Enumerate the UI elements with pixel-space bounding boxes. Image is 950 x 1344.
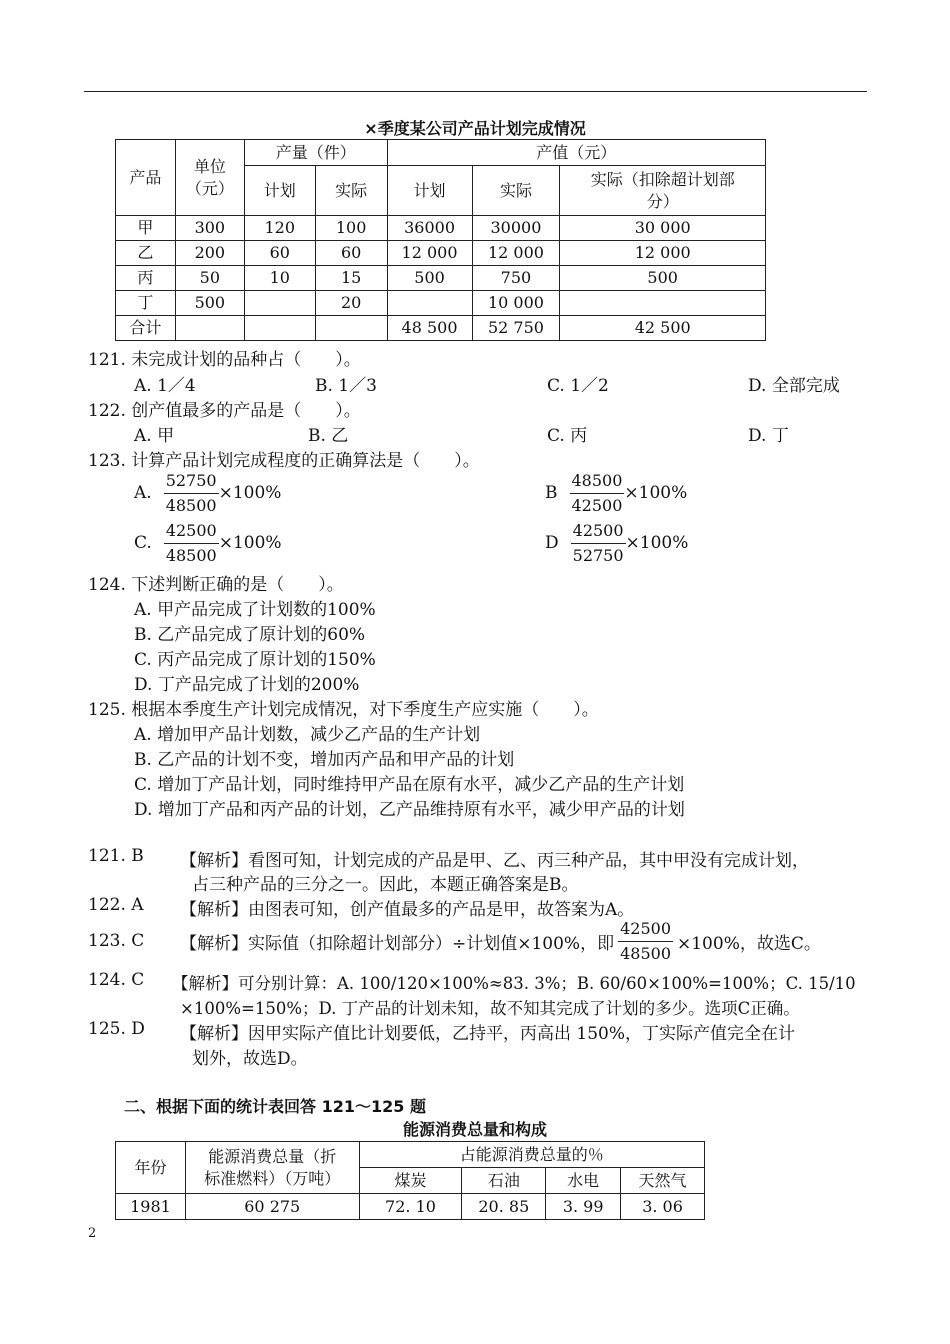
q124-option-d: D. 丁产品完成了计划的200% bbox=[134, 675, 360, 695]
energy-table bbox=[115, 1141, 705, 1220]
plan-table bbox=[115, 139, 766, 341]
q122-option-c: C. 丙 bbox=[547, 426, 588, 446]
table-cell: 72. 10 bbox=[359, 1194, 462, 1220]
a124-line1: 【解析】可分别计算：A. 100/120×100%≈83. 3%；B. 60/60×100%=100%；C. 15/10 bbox=[172, 974, 856, 993]
table-cell: 12 000 bbox=[472, 241, 560, 266]
table-cell: 20. 85 bbox=[462, 1194, 546, 1220]
header-value-actual-excl bbox=[560, 166, 766, 216]
table-cell: 200 bbox=[175, 241, 244, 266]
q124-stem: 124. 下述判断正确的是（ ）。 bbox=[88, 575, 344, 595]
table-cell: 1981 bbox=[116, 1194, 186, 1220]
header-excl-line2: 分） bbox=[646, 191, 679, 211]
q123-c-denominator: 48500 bbox=[165, 545, 217, 565]
section2-heading: 二、根据下面的统计表回答 121～125 题 bbox=[124, 1097, 426, 1116]
q123-d-times: ×100% bbox=[625, 533, 689, 553]
header-total-line1: 能源消费总量（折 bbox=[208, 1146, 337, 1166]
header-coal: 煤炭 bbox=[359, 1168, 462, 1194]
table-cell bbox=[560, 291, 766, 316]
table1-title: ×季度某公司产品计划完成情况 bbox=[364, 119, 586, 138]
table-cell: 合计 bbox=[116, 316, 176, 341]
q123-option-a bbox=[134, 469, 281, 517]
q124-option-a: A. 甲产品完成了计划数的100% bbox=[134, 600, 376, 620]
q123-d-label: D bbox=[545, 533, 559, 553]
table-cell: 60 bbox=[315, 241, 387, 266]
table-cell: 30 000 bbox=[560, 216, 766, 241]
table-cell: 20 bbox=[315, 291, 387, 316]
page-number: 2 bbox=[88, 1226, 97, 1241]
table-cell: 12 000 bbox=[387, 241, 472, 266]
header-total-consumption bbox=[185, 1142, 359, 1194]
q122-stem: 122. 创产值最多的产品是（ ）。 bbox=[88, 401, 361, 421]
q125-option-c: C. 增加丁产品计划，同时维持甲产品在原有水平，减少乙产品的生产计划 bbox=[134, 775, 685, 795]
q123-b-numerator: 48500 bbox=[570, 469, 625, 494]
table-cell: 36000 bbox=[387, 216, 472, 241]
q121-option-a: A. 1／4 bbox=[134, 376, 196, 396]
q123-c-times: ×100% bbox=[218, 533, 282, 553]
table-cell: 甲 bbox=[116, 216, 176, 241]
q123-b-fraction bbox=[570, 469, 625, 518]
header-share: 占能源消费总量的％ bbox=[359, 1142, 704, 1168]
table-cell: 48 500 bbox=[387, 316, 472, 341]
header-rule bbox=[84, 91, 867, 92]
q121-option-c: C. 1／2 bbox=[547, 376, 609, 396]
header-oil: 石油 bbox=[462, 1168, 546, 1194]
table-row bbox=[116, 1194, 705, 1220]
table-cell bbox=[315, 316, 387, 341]
q123-option-d bbox=[545, 519, 688, 567]
q123-c-numerator: 42500 bbox=[164, 519, 219, 544]
q125-option-d: D. 增加丁产品和丙产品的计划，乙产品维持原有水平，减少甲产品的计划 bbox=[134, 800, 685, 820]
table-cell: 52 750 bbox=[472, 316, 560, 341]
table-row bbox=[116, 291, 766, 316]
q121-option-d: D. 全部完成 bbox=[748, 376, 840, 396]
q122-option-a: A. 甲 bbox=[134, 426, 175, 446]
q123-a-denominator: 48500 bbox=[165, 495, 217, 515]
table-cell: 3. 06 bbox=[621, 1194, 705, 1220]
table-cell: 丁 bbox=[116, 291, 176, 316]
table-cell: 12 000 bbox=[560, 241, 766, 266]
table-cell bbox=[175, 316, 244, 341]
q123-c-fraction bbox=[164, 519, 219, 568]
table-cell bbox=[244, 291, 315, 316]
a123-text-after: ×100%，故选C。 bbox=[677, 933, 821, 954]
q123-stem: 123. 计算产品计划完成程度的正确算法是（ ）。 bbox=[88, 451, 480, 471]
a122-line1: 【解析】由图表可知，创产值最多的产品是甲，故答案为A。 bbox=[180, 900, 635, 920]
header-value-actual: 实际 bbox=[472, 166, 560, 216]
table-cell: 15 bbox=[315, 266, 387, 291]
q123-b-denominator: 42500 bbox=[571, 495, 623, 515]
table-cell: 10 bbox=[244, 266, 315, 291]
header-unit-price-line2: （元） bbox=[185, 178, 234, 198]
table-cell: 3. 99 bbox=[546, 1194, 621, 1220]
a123-text-before: 【解析】实际值（扣除超计划部分）÷计划值×100%，即 bbox=[180, 933, 615, 954]
table-cell: 30000 bbox=[472, 216, 560, 241]
table-cell: 500 bbox=[560, 266, 766, 291]
a124-number: 124. C bbox=[88, 970, 145, 990]
q123-a-times: ×100% bbox=[218, 483, 282, 503]
table-cell: 42 500 bbox=[560, 316, 766, 341]
a123-number: 123. C bbox=[88, 931, 145, 951]
table-cell: 500 bbox=[387, 266, 472, 291]
q123-option-c bbox=[134, 519, 282, 567]
q123-b-times: ×100% bbox=[624, 483, 688, 503]
a123-explanation bbox=[180, 917, 821, 965]
a125-line2: 划外，故选D。 bbox=[192, 1049, 308, 1069]
q123-d-denominator: 52750 bbox=[572, 545, 624, 565]
header-qty-plan: 计划 bbox=[244, 166, 315, 216]
table-cell: 60 bbox=[244, 241, 315, 266]
table-cell bbox=[387, 291, 472, 316]
header-qty-actual: 实际 bbox=[315, 166, 387, 216]
q123-a-label: A. bbox=[134, 483, 152, 503]
a123-fraction bbox=[618, 917, 673, 966]
table-cell: 丙 bbox=[116, 266, 176, 291]
table-cell: 10 000 bbox=[472, 291, 560, 316]
header-unit-price bbox=[175, 140, 244, 216]
q125-stem: 125. 根据本季度生产计划完成情况，对下季度生产应实施（ ）。 bbox=[88, 700, 599, 720]
q123-c-label: C. bbox=[134, 533, 152, 553]
table-cell: 300 bbox=[175, 216, 244, 241]
a123-numerator: 42500 bbox=[618, 917, 673, 942]
a121-line2: 占三种产品的三分之一。因此，本题正确答案是B。 bbox=[192, 875, 579, 895]
q124-option-b: B. 乙产品完成了原计划的60% bbox=[134, 625, 366, 645]
q124-option-c: C. 丙产品完成了原计划的150% bbox=[134, 650, 376, 670]
q123-option-b bbox=[545, 469, 687, 517]
table-row bbox=[116, 216, 766, 241]
header-excl-line1: 实际（扣除超计划部 bbox=[590, 169, 735, 189]
table-cell: 50 bbox=[175, 266, 244, 291]
header-quantity: 产量（件） bbox=[244, 140, 387, 166]
table-cell: 100 bbox=[315, 216, 387, 241]
table-cell: 500 bbox=[175, 291, 244, 316]
energy-table-title: 能源消费总量和构成 bbox=[402, 1120, 547, 1139]
a121-line1: 【解析】看图可知，计划完成的产品是甲、乙、丙三种产品，其中甲没有完成计划， bbox=[180, 851, 809, 871]
q123-a-fraction bbox=[164, 469, 219, 518]
q122-option-b: B. 乙 bbox=[308, 426, 349, 446]
q122-option-d: D. 丁 bbox=[748, 426, 789, 446]
table-cell: 乙 bbox=[116, 241, 176, 266]
table-row bbox=[116, 266, 766, 291]
q123-a-numerator: 52750 bbox=[164, 469, 219, 494]
header-unit-price-line1: 单位 bbox=[193, 156, 226, 176]
q123-d-fraction bbox=[571, 519, 626, 568]
a121-number: 121. B bbox=[88, 846, 144, 866]
table-cell: 120 bbox=[244, 216, 315, 241]
header-value-plan: 计划 bbox=[387, 166, 472, 216]
q121-option-b: B. 1／3 bbox=[315, 376, 377, 396]
table-cell: 60 275 bbox=[185, 1194, 359, 1220]
a125-number: 125. D bbox=[88, 1019, 145, 1039]
header-value: 产值（元） bbox=[387, 140, 765, 166]
a124-line2: ×100%=150%；D. 丁产品的计划未知，故不知其完成了计划的多少。选项C正确。 bbox=[180, 999, 800, 1018]
q125-option-a: A. 增加甲产品计划数，减少乙产品的生产计划 bbox=[134, 725, 481, 745]
header-year: 年份 bbox=[116, 1142, 186, 1194]
table-cell: 750 bbox=[472, 266, 560, 291]
table-cell bbox=[244, 316, 315, 341]
q123-d-numerator: 42500 bbox=[571, 519, 626, 544]
q123-b-label: B bbox=[545, 483, 558, 503]
header-gas: 天然气 bbox=[621, 1168, 705, 1194]
header-total-line2: 标准燃料）（万吨） bbox=[204, 1168, 341, 1188]
table-row bbox=[116, 241, 766, 266]
header-product: 产品 bbox=[116, 140, 176, 216]
a123-denominator: 48500 bbox=[620, 943, 671, 963]
a125-line1: 【解析】因甲实际产值比计划要低，乙持平，丙高出 150%，丁实际产值完全在计 bbox=[180, 1024, 796, 1044]
header-hydro: 水电 bbox=[546, 1168, 621, 1194]
q125-option-b: B. 乙产品的计划不变，增加丙产品和甲产品的计划 bbox=[134, 750, 515, 770]
table-row bbox=[116, 316, 766, 341]
q121-stem: 121. 未完成计划的品种占（ ）。 bbox=[88, 350, 361, 370]
a122-number: 122. A bbox=[88, 895, 144, 915]
